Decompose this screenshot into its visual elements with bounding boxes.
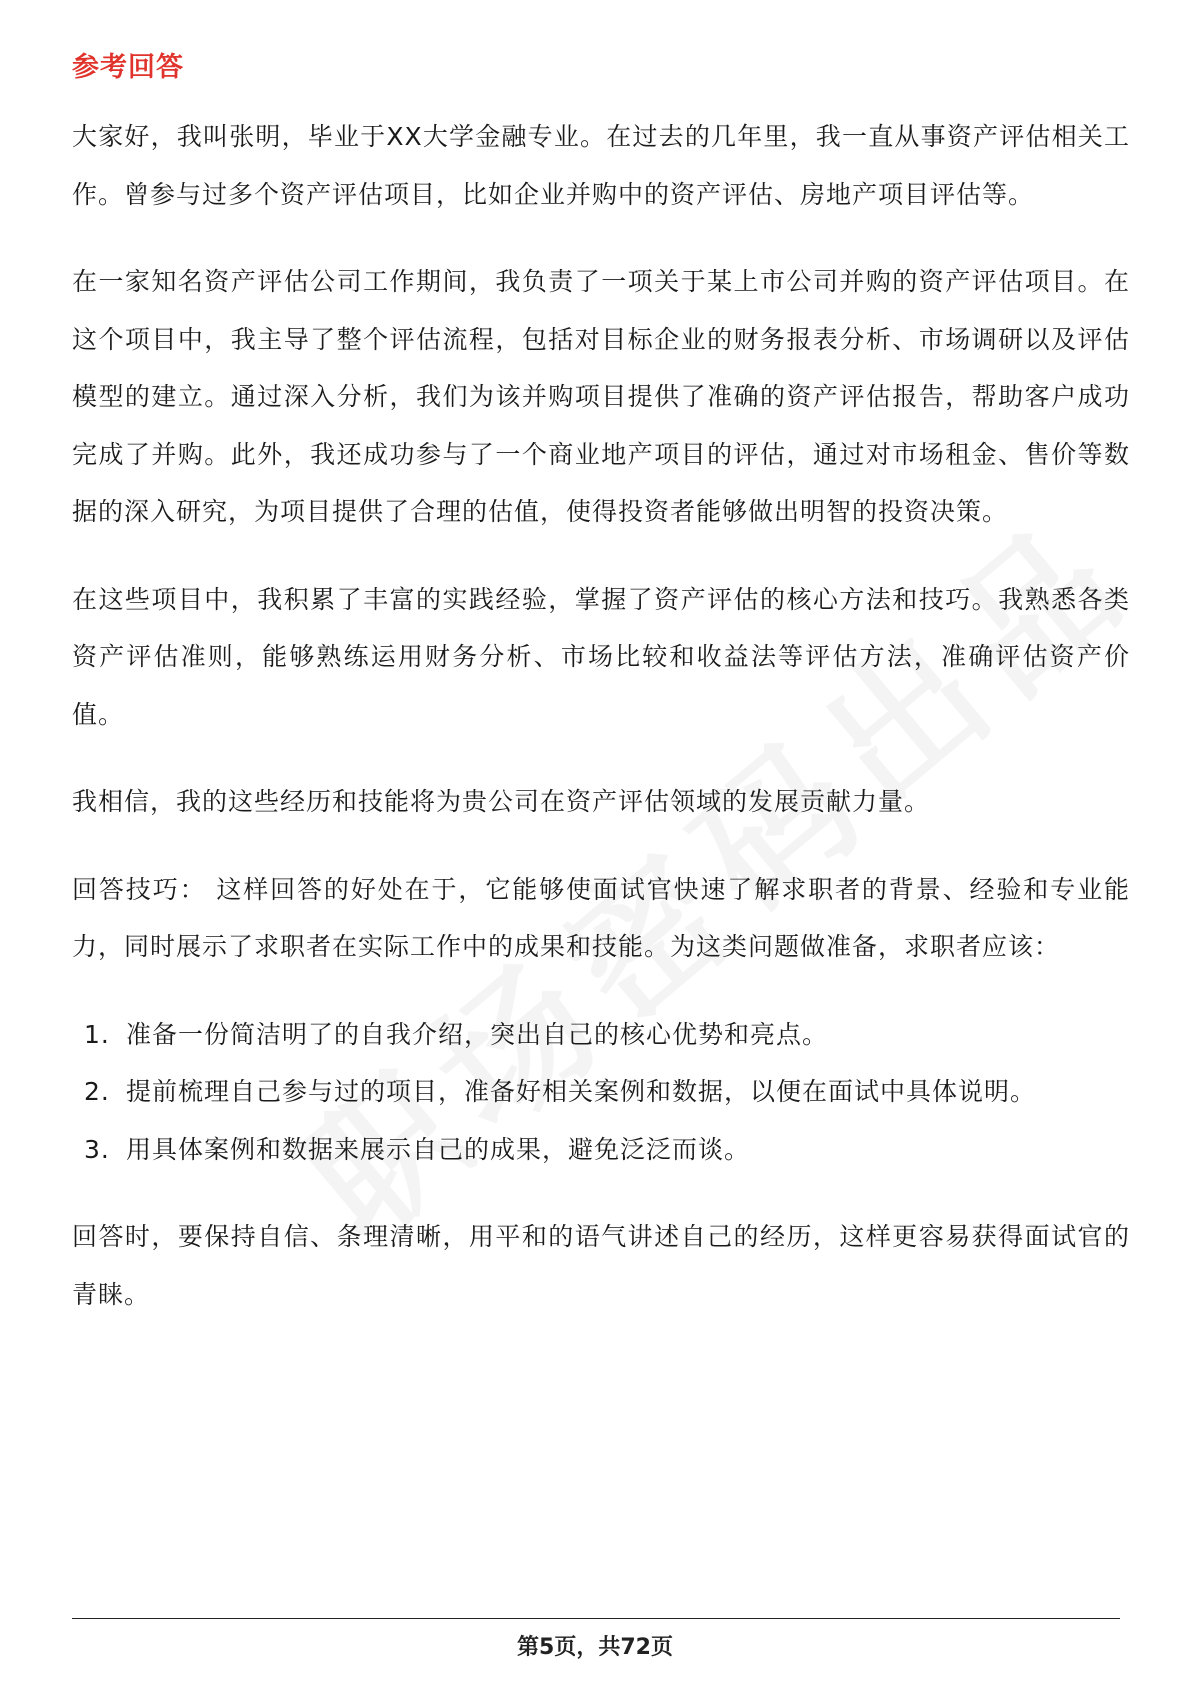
paragraph-intro: 大家好，我叫张明，毕业于XX大学金融专业。在过去的几年里，我一直从事资产评估相关工作。曾参与过多个资产评估项目，比如企业并购中的资产评估、房地产项目评估等。 xyxy=(72,122,1130,209)
list-number: 1. xyxy=(84,1019,110,1049)
section-heading: 参考回答 xyxy=(72,52,184,83)
list-number: 3. xyxy=(84,1134,110,1164)
document-page xyxy=(72,48,1130,1353)
list-number: 2. xyxy=(84,1077,110,1106)
list-item xyxy=(72,1063,1130,1121)
list-item xyxy=(72,1006,1130,1064)
footer-divider xyxy=(72,1618,1120,1619)
list-text: 准备一份简洁明了的自我介绍，突出自己的核心优势和亮点。 xyxy=(126,1019,829,1049)
paragraph-belief: 我相信，我的这些经历和技能将为贵公司在资产评估领域的发展贡献力量。 xyxy=(72,787,931,816)
paragraph-skills: 在这些项目中，我积累了丰富的实践经验，掌握了资产评估的核心方法和技巧。我熟悉各类资产评估准则，能够熟练运用财务分析、市场比较和收益法等评估方法，准确评估资产价值。 xyxy=(72,584,1130,729)
list-item xyxy=(72,1121,1130,1179)
paragraph-closing: 回答时，要保持自信、条理清晰，用平和的语气讲述自己的经历，这样更容易获得面试官的青睐。 xyxy=(72,1222,1130,1309)
list-text: 用具体案例和数据来展示自己的成果，避免泛泛而谈。 xyxy=(126,1134,751,1164)
page-number: 第5页，共72页 xyxy=(517,1635,673,1660)
list-text: 提前梳理自己参与过的项目，准备好相关案例和数据，以便在面试中具体说明。 xyxy=(126,1077,1037,1106)
tips-list xyxy=(72,1006,1130,1179)
paragraph-experience: 在一家知名资产评估公司工作期间，我负责了一项关于某上市公司并购的资产评估项目。在这个项目中，我主导了整个评估流程，包括对目标企业的财务报表分析、市场调研以及评估模型的建立。通过深入分析，我们为该并购项目提供了准确的资产评估报告，帮助客户成功完成了并购。此外，我还成功参与了一个商业地产项目的评估，通过对市场租金、售价等数据的深入研究，为项目提供了合理的估值，使得投资者能够做出明智的投资决策。 xyxy=(72,267,1130,526)
paragraph-tips: 回答技巧： 这样回答的好处在于，它能够使面试官快速了解求职者的背景、经验和专业能力，同时展示了求职者在实际工作中的成果和技能。为这类问题做准备，求职者应该： xyxy=(72,874,1130,961)
